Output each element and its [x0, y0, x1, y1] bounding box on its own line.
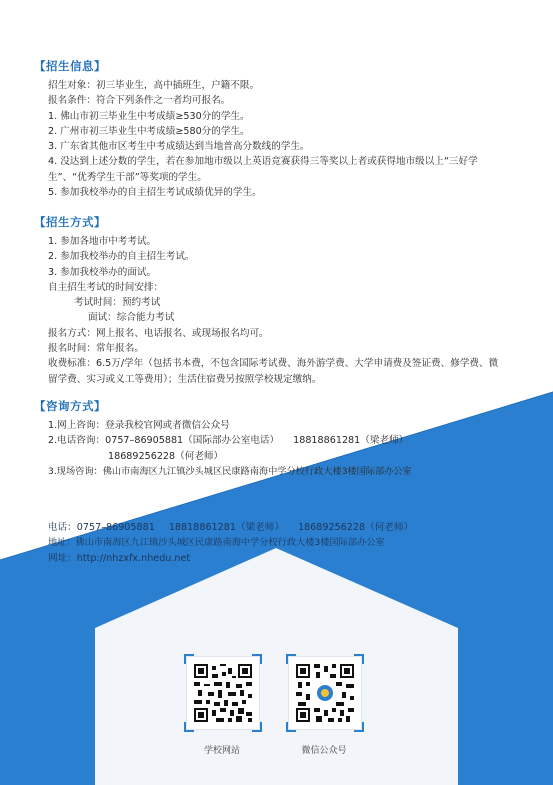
qr-code-icon	[194, 664, 252, 722]
list-item: 3.现场咨询：佛山市南海区九江镇沙头城区民康路南海中学分校行政大楼3楼国际部办公室	[48, 465, 412, 477]
phone-main: 2.电话咨询：0757–86905881（国际部办公室电话）	[48, 435, 280, 447]
list-item: 1. 参加各地市中考考试。	[48, 236, 157, 247]
text-line: 自主招生考试的时间安排：	[48, 281, 164, 293]
section-title: 【招生信息】	[34, 59, 106, 73]
list-item: 1. 佛山市初三毕业生中考成绩≥530分的学生。	[48, 110, 250, 122]
text-line: 招生对象：初三毕业生，高中插班生，户籍不限。	[48, 80, 260, 91]
list-item: 5. 参加我校举办的自主招生考试成绩优异的学生。	[48, 187, 262, 199]
phone-he: 18689256228（何老师）	[108, 450, 224, 462]
wechat-label: 微信公众号	[301, 746, 347, 756]
school-website-label: 学校网站	[203, 746, 240, 756]
text-line: 考试时间：预约考试	[74, 297, 161, 309]
contact-section	[34, 500, 534, 566]
admission-method-section	[34, 214, 534, 387]
admission-info-section	[34, 58, 534, 200]
wechat-qr	[288, 656, 362, 730]
text-line: 收费标准：6.5万/学年（包括书本费，不包含国际考试费、海外游学费、大学申请费及签证费、修学费、微留学费、实习或义工等费用）；生活住宿费另按照学校规定缴纳。	[48, 358, 499, 385]
contact-website[interactable]: 网址：http://nhzxfx.nhedu.net	[48, 552, 191, 564]
list-item: 2. 广州市初三毕业生中考成绩≥580分的学生。	[48, 125, 250, 137]
contact-phone-liang: 18818861281（梁老师）	[168, 522, 284, 533]
list-item: 1.网上咨询：登录我校官网或者微信公众号	[48, 420, 230, 431]
list-item: 2. 参加我校举办的自主招生考试。	[48, 251, 195, 263]
text-line: 报名方式：网上报名、电话报名、或现场报名均可。	[48, 327, 269, 339]
section-title: 【联系我们】	[34, 501, 106, 515]
contact-address: 地址：佛山市南海区九江镇沙头城区民康路南海中学分校行政大楼3楼国际部办公室	[48, 537, 385, 549]
contact-phone-main: 电话：0757–86905881	[48, 522, 155, 533]
text-line: 面试：综合能力考试	[88, 312, 175, 324]
text-line: 报名时间：常年报名。	[48, 343, 144, 355]
contact-phones	[34, 520, 534, 535]
text-line: 报名条件：符合下列条件之一者均可报名。	[48, 95, 231, 107]
inquiry-section	[34, 398, 534, 479]
list-item: 3. 广东省其他市区考生中考成绩达到当地普高分数线的学生。	[48, 141, 310, 153]
qr-code-icon	[296, 664, 354, 722]
phone-liang: 18818861281（梁老师）	[293, 435, 409, 447]
section-title: 【咨询方式】	[34, 399, 106, 413]
list-item	[34, 433, 534, 448]
school-website-qr	[186, 656, 260, 730]
list-item: 4. 没达到上述分数的学生，若在参加地市级以上英语竞赛获得三等奖以上者或获得地市级以上“三好学生”、“优秀学生干部”等奖项的学生。	[48, 156, 478, 183]
contact-phone-he: 18689256228（何老师）	[297, 522, 414, 533]
list-item: 3. 参加我校举办的面试。	[48, 266, 157, 278]
section-title: 【招生方式】	[34, 215, 106, 229]
